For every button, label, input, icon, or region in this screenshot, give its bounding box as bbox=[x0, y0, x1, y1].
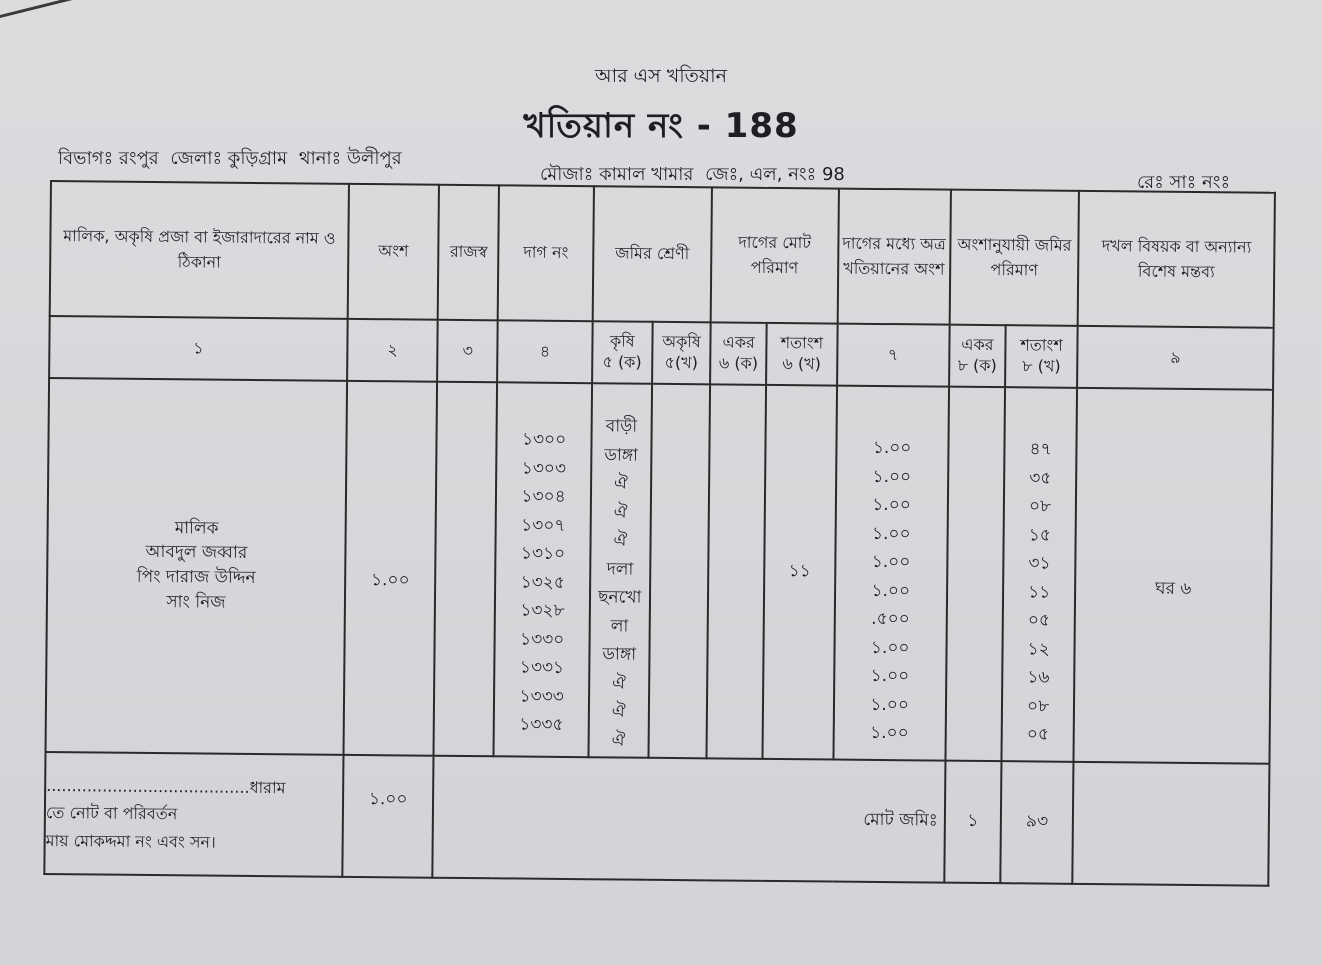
remarks-cell: ঘর ৬ bbox=[1074, 388, 1273, 764]
land-class: বাড়ী bbox=[605, 416, 638, 437]
dag-number: ১৩২৫ bbox=[520, 572, 565, 593]
col-revenue-header: রাজস্ব bbox=[438, 185, 499, 321]
land-class: ঐ bbox=[611, 701, 626, 722]
share-in-dag-value: ১.০০ bbox=[871, 552, 911, 573]
khatian-table bbox=[43, 180, 1276, 887]
acre-label: একর bbox=[961, 334, 994, 355]
share-in-dag-value: ১.০০ bbox=[872, 466, 912, 488]
decimal-label: শতাংশ bbox=[780, 333, 824, 353]
acre-label: একর bbox=[722, 332, 755, 352]
footer-note: ........................................ধারাম তে নোট বা পরিবর্তন মায় মোকদ্দমা নং এবং সন। bbox=[44, 752, 343, 877]
col-number: কৃষি ৫ (ক) bbox=[592, 321, 653, 384]
mouza: মৌজাঃ কামাল খামার bbox=[540, 164, 694, 185]
dag-number: ১৩৩০ bbox=[520, 629, 565, 650]
footer-share: ১.০০ bbox=[342, 755, 433, 878]
dag-number: ১৩৩৫ bbox=[519, 714, 564, 736]
share-decimal-value: ৪৭ bbox=[1029, 439, 1052, 460]
land-class: ডাঙ্গা bbox=[604, 444, 639, 466]
owner-cell bbox=[46, 378, 348, 755]
land-class: ছনখো bbox=[598, 587, 642, 608]
total-acre: ১ bbox=[944, 761, 1001, 884]
share-decimal-value: ০৮ bbox=[1028, 496, 1052, 517]
reg-number: রেঃ সাঃ নংঃ bbox=[1137, 172, 1231, 193]
dag-number: ১৩১০ bbox=[520, 543, 566, 565]
col-land-class-header: জমির শ্রেণী bbox=[592, 186, 712, 322]
col-number: ১ bbox=[49, 316, 348, 381]
share-acre-cell bbox=[945, 387, 1005, 762]
col-share-header: অংশ bbox=[348, 184, 440, 320]
share-decimal-value: ৩১ bbox=[1028, 553, 1051, 574]
thana: থানাঃ উলীপুর bbox=[298, 148, 402, 169]
col-share-land-header: অংশানুযায়ী জমির পরিমাণ bbox=[950, 190, 1080, 326]
footer-remarks bbox=[1073, 762, 1270, 886]
district: জেলাঃ কুড়িগ্রাম bbox=[170, 148, 288, 169]
land-class: ঐ bbox=[613, 501, 628, 523]
share-in-dag-cell bbox=[833, 386, 949, 761]
share-decimal-value: ০৮ bbox=[1026, 696, 1050, 717]
share-decimal-value: ১২ bbox=[1027, 639, 1050, 660]
dag-number: ১৩৩৩ bbox=[519, 686, 564, 707]
revenue-cell bbox=[434, 382, 498, 757]
footer-row bbox=[44, 752, 1269, 886]
land-class: দলা bbox=[606, 558, 634, 580]
land-class: ডাঙ্গা bbox=[602, 644, 637, 665]
share-in-dag-value: ১.০০ bbox=[872, 495, 911, 516]
jl-number: জেঃ, এল, নংঃ 98 bbox=[705, 164, 845, 185]
col-remarks-header: দখল বিষয়ক বা অন্যান্য বিশেষ মন্তব্য bbox=[1078, 191, 1275, 328]
share-decimal-value: ১১ bbox=[1028, 582, 1051, 603]
dag-number: ১৩০০ bbox=[521, 429, 567, 451]
share-in-dag-value: ১.০০ bbox=[870, 637, 910, 659]
dag-number: ১৩২৮ bbox=[520, 600, 565, 622]
share-decimal-value: ১৫ bbox=[1028, 525, 1051, 546]
share-decimal-value: ৩৫ bbox=[1029, 468, 1052, 489]
col-share-in-dag-header: দাগের মধ্যে অত্র খতিয়ানের অংশ bbox=[837, 189, 951, 325]
owner-address: সাং নিজ bbox=[166, 591, 226, 613]
dag-number-cell bbox=[494, 382, 592, 757]
total-land-label: মোট জমিঃ bbox=[433, 756, 946, 883]
header-row bbox=[50, 181, 1275, 328]
dag-number: ১৩৩১ bbox=[519, 657, 565, 679]
col-owner-header: মালিক, অকৃষি প্রজা বা ইজারাদারের নাম ও ঠিকানা bbox=[50, 181, 349, 319]
share-in-dag-value: .৫০০ bbox=[871, 609, 910, 630]
owner-label: মালিক bbox=[174, 517, 219, 539]
col-number: শতাংশ ৮ (খ) bbox=[1005, 325, 1078, 388]
col-number: ২ bbox=[347, 319, 438, 382]
dag-number: ১৩০৪ bbox=[521, 486, 566, 508]
dag-number: ১৩০৭ bbox=[521, 515, 566, 536]
share-decimal-cell bbox=[1001, 387, 1077, 762]
col-number: ৭ bbox=[837, 324, 950, 387]
owner-name: আবদুল জব্বার bbox=[145, 542, 248, 564]
share-in-dag-value: ১.০০ bbox=[871, 523, 911, 545]
share-in-dag-value: ১.০০ bbox=[870, 666, 910, 687]
location-info bbox=[58, 144, 408, 175]
document-subtitle: আর এস খতিয়ান bbox=[595, 65, 727, 87]
share-in-dag-value: ১.০০ bbox=[872, 438, 912, 459]
dag-acre-cell bbox=[707, 384, 767, 759]
column-number-row bbox=[49, 316, 1274, 390]
agri-label: কৃষি bbox=[609, 331, 635, 351]
col-number: শতাংশ ৬ (খ) bbox=[766, 323, 837, 386]
share-in-dag-value: ১.০০ bbox=[870, 694, 910, 716]
total-decimal: ৯৩ bbox=[1000, 761, 1073, 884]
col-number: একর ৮ (ক) bbox=[949, 325, 1006, 388]
table-row bbox=[46, 378, 1274, 764]
share-in-dag-value: ১.০০ bbox=[871, 580, 911, 602]
division: বিভাগঃ রংপুর bbox=[58, 148, 159, 169]
land-class: লা bbox=[610, 615, 629, 637]
col-number: ৪ bbox=[498, 320, 593, 383]
col-number: ৩ bbox=[437, 320, 498, 383]
land-class: ঐ bbox=[612, 672, 626, 694]
share-cell: ১.০০ bbox=[343, 381, 437, 756]
document-title: খতিয়ান নং - 188 bbox=[523, 106, 799, 146]
share-decimal-value: ০৫ bbox=[1027, 610, 1051, 631]
share-decimal-value: ০৫ bbox=[1026, 724, 1050, 745]
col-dag-header: দাগ নং bbox=[498, 185, 594, 321]
land-class: ঐ bbox=[614, 473, 628, 494]
share-in-dag-value: ১.০০ bbox=[870, 723, 909, 744]
decimal-label: শতাংশ bbox=[1020, 335, 1063, 355]
nonagri-label: অকৃষি bbox=[662, 332, 701, 352]
dag-number: ১৩০৩ bbox=[521, 458, 567, 479]
land-class: ঐ bbox=[611, 729, 626, 751]
col-number: ৯ bbox=[1077, 326, 1273, 390]
owner-father: পিং দারাজ উদ্দিন bbox=[136, 566, 256, 588]
col-dag-total-header: দাগের মোট পরিমাণ bbox=[711, 187, 839, 323]
col-number: অকৃষি ৫(খ) bbox=[652, 322, 711, 385]
share-decimal-value: ১৬ bbox=[1027, 667, 1050, 688]
land-class: ঐ bbox=[613, 530, 628, 551]
nonagri-cell bbox=[648, 384, 710, 759]
land-class-cell bbox=[588, 383, 652, 758]
dag-decimal-cell: ১১ bbox=[763, 385, 837, 760]
col-number: একর ৬ (ক) bbox=[710, 322, 767, 385]
